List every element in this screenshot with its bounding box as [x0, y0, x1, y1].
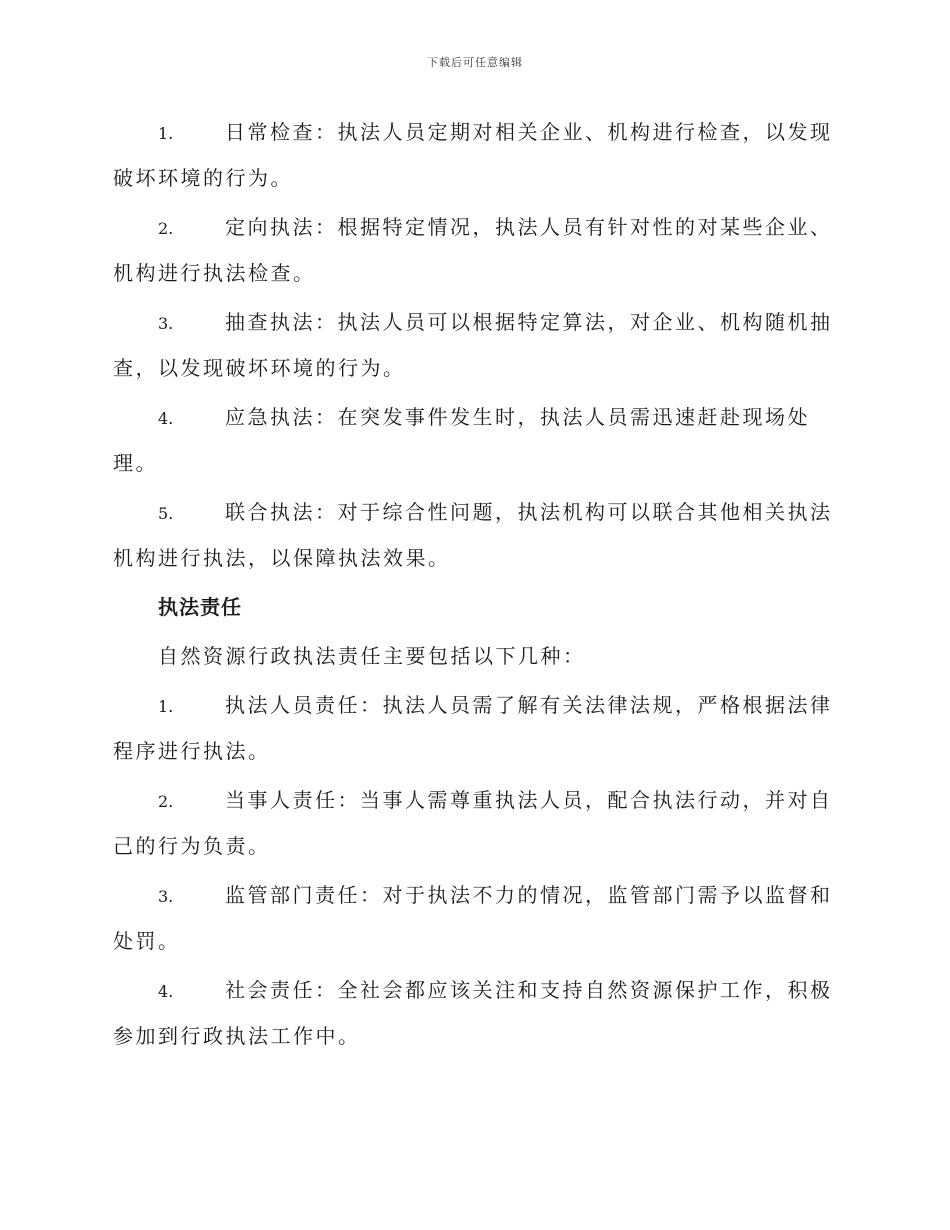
- list-item-text: 联合执法：对于综合性问题，执法机构可以联合其他相关执法机构进行执法，以保障执法效果。: [113, 500, 833, 570]
- list-item: [113, 683, 835, 773]
- list-item-number: 3.: [158, 314, 174, 333]
- list-item-text: 定向执法：根据特定情况，执法人员有针对性的对某些企业、机构进行执法检查。: [113, 215, 833, 285]
- list-item: [113, 778, 835, 868]
- list-item: [113, 490, 835, 580]
- list-item: [113, 395, 835, 485]
- list-item-number: 1.: [158, 124, 174, 143]
- list-item: [113, 110, 835, 200]
- list-item-number: 2.: [158, 219, 174, 238]
- page-header: 下载后可任意编辑: [427, 56, 523, 69]
- list-item-text: 抽查执法：执法人员可以根据特定算法，对企业、机构随机抽查，以发现破坏环境的行为。: [113, 310, 833, 380]
- section-heading: 执法责任: [158, 595, 242, 619]
- list-item: [113, 873, 835, 963]
- list-item: [113, 300, 835, 390]
- list-item-text: 应急执法：在突发事件发生时，执法人员需迅速赶赴现场处理。: [113, 405, 810, 475]
- list-item-number: 2.: [158, 792, 174, 811]
- section-intro: 自然资源行政执法责任主要包括以下几种：: [158, 644, 586, 668]
- list-item-text: 社会责任：全社会都应该关注和支持自然资源保护工作，积极参加到行政执法工作中。: [113, 978, 833, 1048]
- list-item-number: 1.: [158, 697, 174, 716]
- list-item-number: 4.: [158, 409, 174, 428]
- list-item-text: 监管部门责任：对于执法不力的情况，监管部门需予以监督和处罚。: [113, 883, 833, 953]
- list-item-text: 当事人责任：当事人需尊重执法人员，配合执法行动，并对自己的行为负责。: [113, 788, 833, 858]
- list-item: [113, 968, 835, 1058]
- list-item-text: 日常检查：执法人员定期对相关企业、机构进行检查，以发现破坏环境的行为。: [113, 120, 833, 190]
- document-body: [113, 110, 835, 1063]
- list-item-number: 5.: [158, 504, 174, 523]
- list-item-number: 4.: [158, 982, 174, 1001]
- list-item-text: 执法人员责任：执法人员需了解有关法律法规，严格根据法律程序进行执法。: [113, 693, 833, 763]
- list-item: [113, 205, 835, 295]
- list-item-number: 3.: [158, 887, 174, 906]
